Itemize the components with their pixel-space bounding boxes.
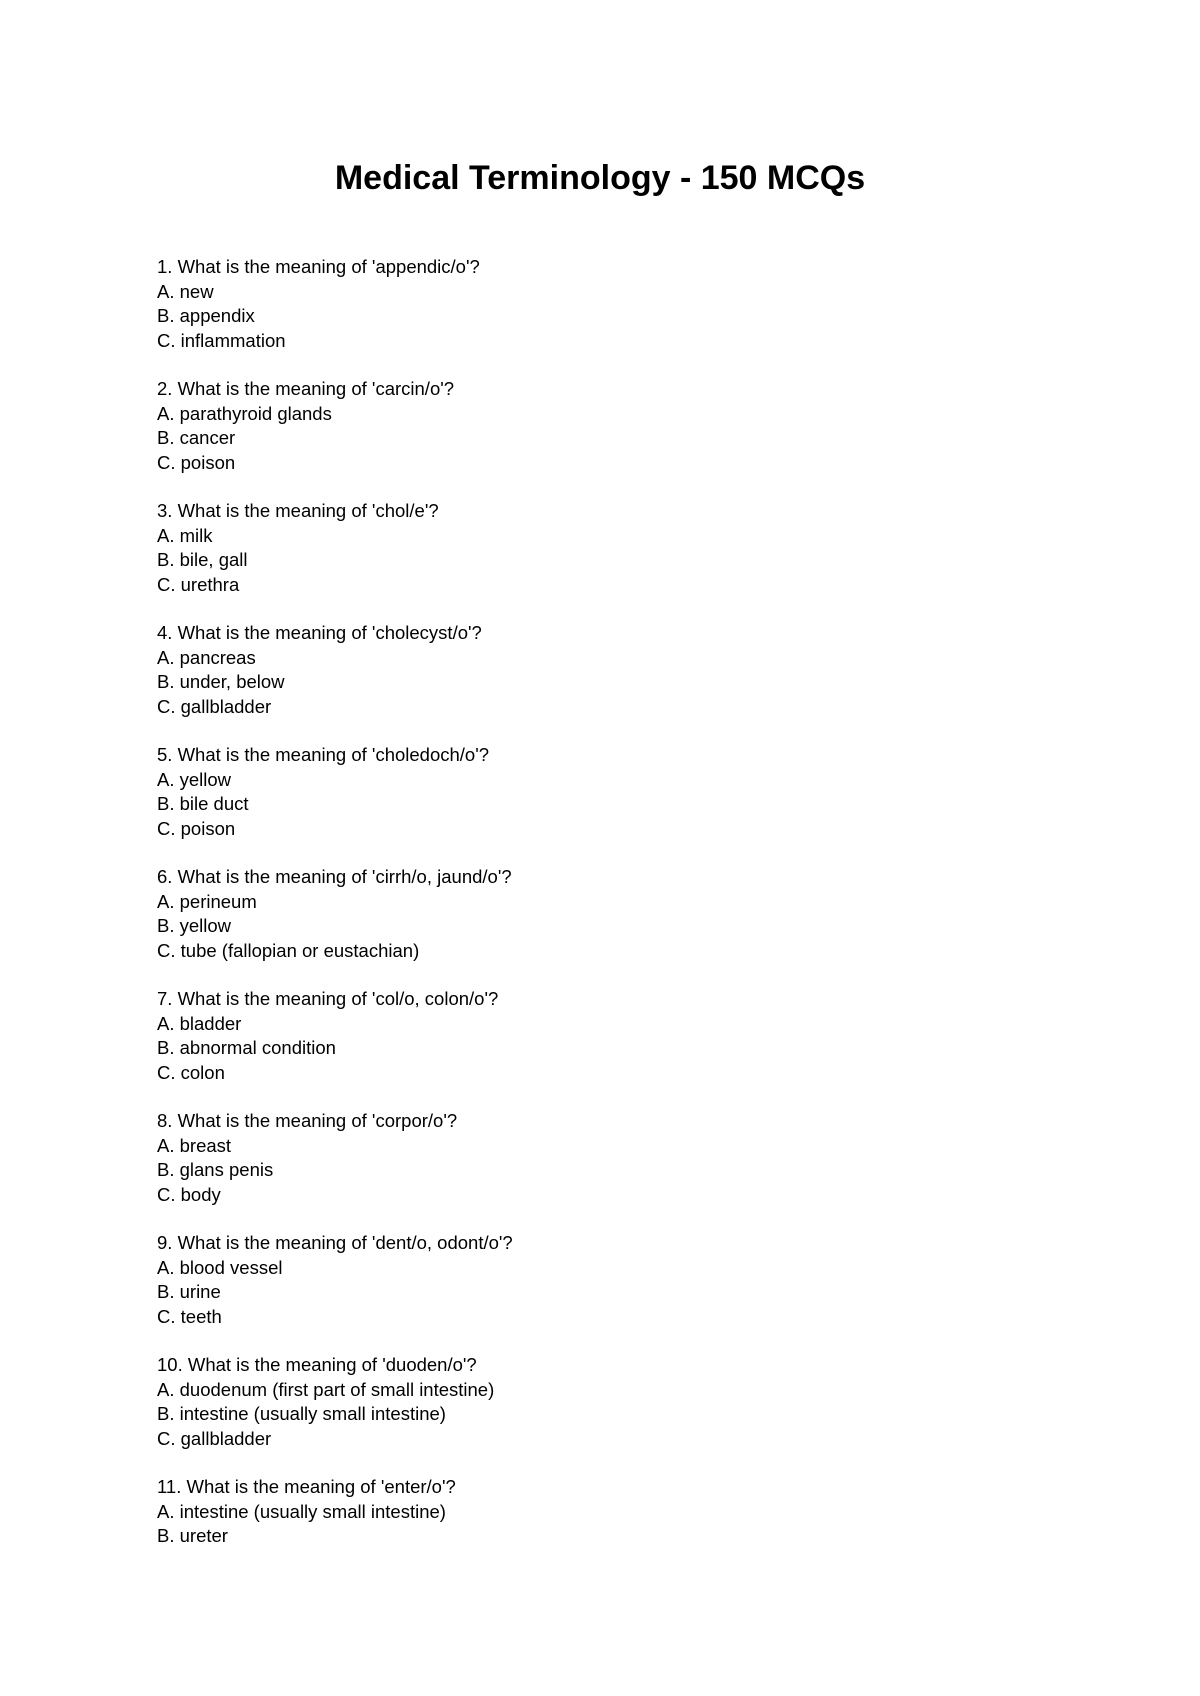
option-b: B. abnormal condition	[157, 1037, 336, 1058]
option-a: A. breast	[157, 1134, 232, 1156]
option-b: B. urine	[157, 1281, 221, 1302]
option-a: A. intestine (usually small intestine)	[157, 1500, 446, 1522]
question-item	[157, 1353, 1057, 1451]
question-text: 4. What is the meaning of 'cholecyst/o'?	[157, 622, 482, 643]
option-a: A. duodenum (first part of small intestine)	[157, 1378, 495, 1400]
option-c: C. gallbladder	[157, 695, 272, 717]
option-a: A. parathyroid glands	[157, 402, 332, 424]
option-a: A. bladder	[157, 1012, 242, 1034]
option-a: A. yellow	[157, 768, 232, 790]
option-c: C. gallbladder	[157, 1427, 272, 1449]
question-text: 8. What is the meaning of 'corpor/o'?	[157, 1110, 458, 1131]
option-a: A. perineum	[157, 890, 257, 912]
option-b: B. glans penis	[157, 1159, 274, 1180]
option-b: B. cancer	[157, 427, 236, 448]
option-a: A. pancreas	[157, 646, 256, 668]
question-item	[157, 255, 1057, 353]
question-text: 5. What is the meaning of 'choledoch/o'?	[157, 744, 490, 765]
option-b: B. under, below	[157, 671, 285, 692]
question-list	[157, 255, 1057, 1573]
page-title: Medical Terminology - 150 MCQs	[334, 159, 866, 197]
question-text: 1. What is the meaning of 'appendic/o'?	[157, 256, 480, 277]
option-b: B. intestine (usually small intestine)	[157, 1403, 446, 1424]
option-c: C. tube (fallopian or eustachian)	[157, 939, 420, 961]
question-text: 9. What is the meaning of 'dent/o, odont/o'?	[157, 1232, 513, 1253]
option-a: A. blood vessel	[157, 1256, 283, 1278]
question-item	[157, 743, 1057, 841]
question-item	[157, 621, 1057, 719]
option-c: C. poison	[157, 451, 236, 473]
question-text: 11. What is the meaning of 'enter/o'?	[157, 1476, 456, 1497]
option-a: A. new	[157, 280, 214, 302]
option-b: B. bile, gall	[157, 549, 248, 570]
option-c: C. teeth	[157, 1305, 222, 1327]
question-item	[157, 987, 1057, 1085]
question-item	[157, 1109, 1057, 1207]
option-c: C. urethra	[157, 573, 240, 595]
option-c: C. inflammation	[157, 329, 286, 351]
option-b: B. appendix	[157, 305, 255, 326]
question-text: 6. What is the meaning of 'cirrh/o, jaund/o'?	[157, 866, 512, 887]
option-b: B. ureter	[157, 1525, 228, 1546]
question-text: 2. What is the meaning of 'carcin/o'?	[157, 378, 455, 399]
option-b: B. bile duct	[157, 793, 249, 814]
option-c: C. colon	[157, 1061, 225, 1083]
question-text: 7. What is the meaning of 'col/o, colon/o'?	[157, 988, 499, 1009]
question-item	[157, 499, 1057, 597]
option-c: C. poison	[157, 817, 236, 839]
question-text: 10. What is the meaning of 'duoden/o'?	[157, 1354, 477, 1375]
question-item	[157, 1231, 1057, 1329]
question-text: 3. What is the meaning of 'chol/e'?	[157, 500, 439, 521]
question-item	[157, 865, 1057, 963]
option-a: A. milk	[157, 524, 213, 546]
question-item	[157, 1475, 1057, 1549]
question-item	[157, 377, 1057, 475]
option-c: C. body	[157, 1183, 221, 1205]
option-b: B. yellow	[157, 915, 232, 936]
